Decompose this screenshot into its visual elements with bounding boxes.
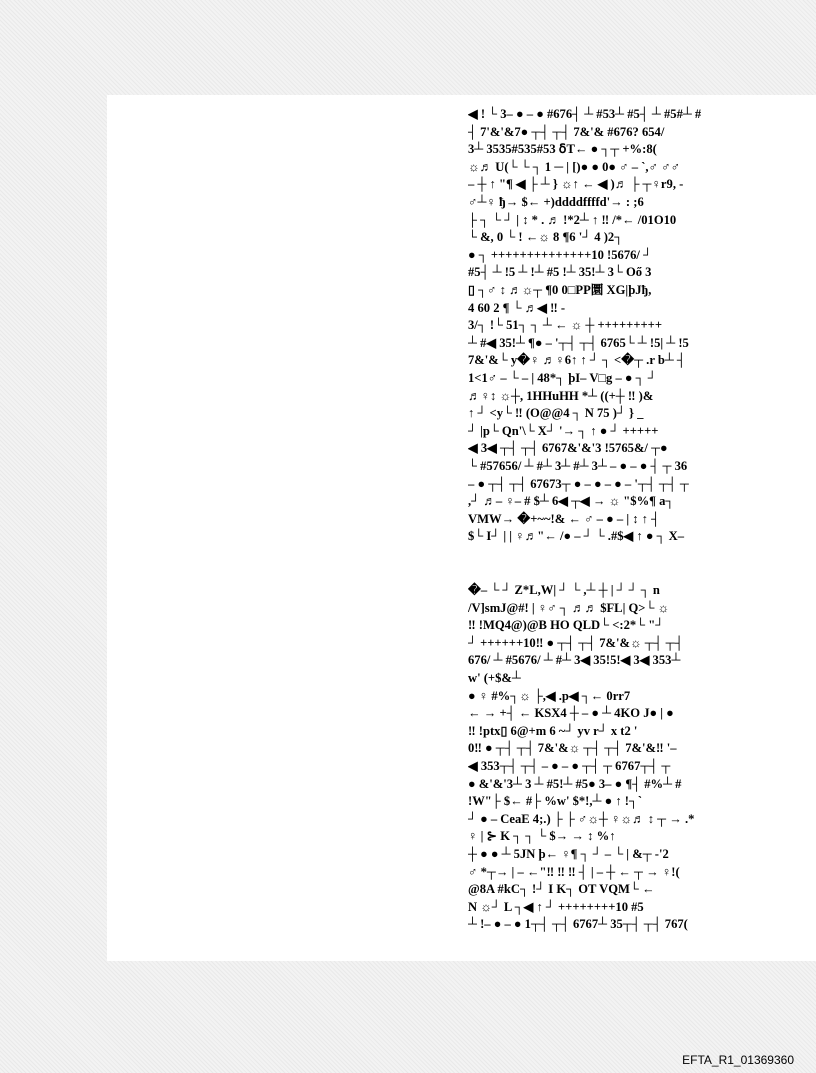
- text-line: �– └ ┘ Z*L,W| ┘ └ ,┴ ┼ | ┘ ┘ ┐ n: [468, 583, 660, 597]
- document-page: [107, 95, 816, 961]
- text-line: 4 60 2 ¶ └ ♬◀ ‼ -: [468, 300, 566, 315]
- text-line: VMW→ �+~~!& ← ♂ – ● – | ↕ ↑ ┤: [468, 511, 661, 526]
- text-line: 7&'&└ y�♀ ♬♀6↑ ↑ ┘ ┐ <�┬ .r b┴ ┤: [468, 353, 686, 368]
- text-line: ↑ ┘ <y└ ‼ (O@@4 ┐ N 75 )┘ } _: [468, 406, 644, 421]
- text-line: ,┘ ♬– ♀– # $┴ 6◀ ┬◀ → ☼ "$%¶ a┐: [468, 494, 675, 509]
- document-id-stamp: EFTA_R1_01369360: [682, 1053, 794, 1067]
- text-line: 3┴ 3535#535#53 ẟT← ● ┐┬ +%:8(: [468, 142, 657, 157]
- text-line: └ &, 0 └ ! ←☼ 8 ¶6 '┘ 4 )2┐: [468, 230, 624, 245]
- text-line: ┘ ● – CeaE 4;.) ├ ├ ♂☼┼ ♀☼♬ ↕ ┬ → .*: [468, 811, 695, 826]
- text-line: ♀ | ⊱ K ┐ ┐ └ $→ → ↕ %↑: [468, 829, 616, 844]
- text-line: 1<1♂ – └ – | 48*┐ þI– V□g – ● ┐ ┘: [468, 371, 657, 385]
- text-line: N ☼┘ L ┐◀ ↑ ┘ ++++++++10 #5: [468, 899, 644, 914]
- text-line: 0‼ ● ┬┤ ┬┤ 7&'&☼ ┬┤ ┬┤ 7&'&‼ '–: [468, 741, 677, 756]
- text-line: ┴ #◀ 35!┴ ¶● – '┬┤ ┬┤ 6765└ ┴ !5| ┴ !5: [468, 335, 689, 350]
- text-line: └ #57656/ ┴ #┴ 3┴ #┴ 3┴ – ● – ● ┤ ┬ 36: [468, 459, 688, 473]
- text-line: /V]smJ@#! | ♀♂ ┐ ♬♬ $FL| Q>└ ☼: [468, 600, 670, 615]
- text-line: ● ♀ #%┐☼ ├,◀ .p◀ ┐← 0rr7: [468, 688, 631, 703]
- text-line: ‼ !ptx▯ 6@+m 6 ~┘ yv r┘ x t2 ': [468, 723, 638, 738]
- text-line: ☼♬ U(└ └ ┐ 1 ─ | [)● ● 0● ♂ – `,♂ ♂♂: [468, 159, 681, 174]
- text-line: ┘ |p└ Qn'\└ X┘ '→ ┐ ↑ ● ┘ +++++: [468, 423, 659, 438]
- text-line: 3/┐ !└ 51┐ ┐ ┴ ← ☼ ┼ +++++++++: [468, 318, 663, 333]
- ocr-text-column: [468, 95, 816, 961]
- text-line: ◀ 3◀ ┬┤ ┬┤ 6767&'&'3 !5765&/ ┬●: [468, 441, 668, 456]
- text-line: ♂┴♀ ђ→ $← +)ddddffffd'→ : ;6: [468, 195, 644, 209]
- text-line: $└ I┘ | | ♀♬"← /● – ┘ └ .#$◀ ↑ ● ┐ X–: [468, 529, 685, 544]
- text-line: ┤ 7'&'&7● ┬┤ ┬┤ 7&'& #676? 654/: [468, 124, 665, 139]
- text-line: 676/ ┴ #5676/ ┴ #┴ 3◀ 35!5!◀ 3◀ 353┴: [468, 653, 681, 668]
- text-line: ┘ ++++++10‼ ● ┬┤ ┬┤ 7&'&☼ ┬┤ ┬┤: [468, 635, 684, 650]
- text-line: ◀ 353┬┤ ┬┤ – ● – ● ┬┤ ┬ 6767┬┤ ┬: [468, 759, 671, 773]
- text-line: ├ ┐ └ ┘ | ↕ * . ♬ !*2┴ ↑ ‼ /*← /01O10: [468, 212, 677, 227]
- text-line: ◀ ! └ 3– ● – ● #676┤ ┴ #53┴ #5┤ ┴ #5#┴ #: [468, 107, 702, 121]
- text-line: !W"├ $← #├ %w' $*!,┴ ● ↑ !┐`: [468, 794, 643, 809]
- text-line: – ● ┬┤ ┬┤ 67673┬ ● – ● – ● – '┬┤ ┬┤ ┬: [468, 476, 689, 491]
- text-line: ● ┐ ++++++++++++++10 !5676/ ┘: [468, 247, 652, 262]
- text-line: ← → +┤ ← KSX4 ┼ – ● ┴ 4KO J● | ●: [468, 706, 674, 721]
- text-line: ┴ !– ● – ● 1┬┤ ┬┤ 6767┴ 35┬┤ ┬┤ 767(: [468, 917, 688, 932]
- text-line: @8A #kC┐ !┘ I K┐ OT VQM└ ←: [468, 882, 655, 897]
- text-line: ┼ ● ● ┴ 5JN þ← ♀¶ ┐ ┘ – └ | &┬ -'2: [468, 847, 669, 861]
- text-line: ‼ !MQ4@)@B HO QLD└ <:2*└ "┘: [468, 618, 665, 633]
- text-line: ♬♀↕ ☼┼, 1HHuHH *┴ ((+┼ ‼ )&: [468, 388, 654, 403]
- text-line: ▯ ┐♂ ↕ ♬☼┬ ¶0 0□PP圜 XG|þJђ,: [468, 283, 652, 297]
- text-line: w' (+$&┴: [468, 671, 521, 685]
- text-line: ● &'&'3┴ 3 ┴ #5!┴ #5● 3– ● ¶┤ #%┴ #: [468, 776, 682, 791]
- text-line: #5┤ ┴ !5 ┴ !┴ #5 !┴ 35!┴ 3└ Oő 3: [468, 265, 652, 280]
- text-line: ♂ *┬→ | – ←"‼ ‼ ‼ ┤ | – ┼ ← ┬ → ♀!(: [468, 864, 680, 879]
- text-line: – ┼ ↑ "¶ ◀ ├ ┴ } ☼↑ ← ◀ )♬ ├ ┬♀r9, -: [468, 177, 684, 192]
